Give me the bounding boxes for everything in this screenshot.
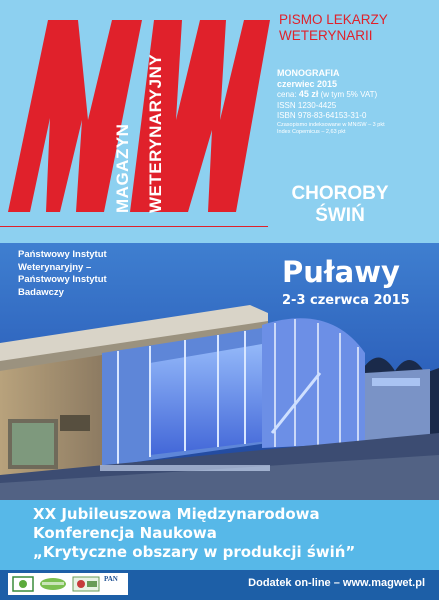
partner-logo-1-icon — [12, 576, 34, 592]
institute-line4: Badawczy — [18, 286, 64, 298]
partner-logo-2-icon — [38, 576, 68, 592]
monografia-label: MONOGRAFIA — [277, 68, 340, 78]
logo-vertical-magazyn: MAGAZYN — [113, 123, 132, 213]
price-label: cena: — [277, 90, 297, 99]
pan-logo: PAN — [104, 575, 118, 583]
tagline-line2: WETERYNARII — [279, 28, 373, 43]
institute-line1: Państwowy Instytut — [18, 249, 107, 260]
topic-line1: CHOROBY — [291, 183, 389, 204]
conference-line3: „Krytyczne obszary w produkcji świń” — [33, 543, 356, 561]
points-line1: Czasopismo indeksowane w MNiSW – 3 pkt — [277, 121, 385, 128]
issue-topic — [280, 183, 400, 227]
event-date: 2-3 czerwca 2015 — [282, 293, 410, 308]
tagline-line1: PISMO LEKARZY — [279, 12, 388, 27]
online-supplement-link[interactable]: Dodatek on-line – www.magwet.pl — [248, 577, 425, 589]
logo-vertical-weterynaryjny: WETERYNARYJNY — [146, 53, 165, 213]
price-note: (w tym 5% VAT) — [320, 90, 378, 99]
header-divider — [0, 226, 268, 227]
institute-line2: Weterynaryjny – — [18, 261, 92, 273]
conference-line2: Konferencja Naukowa — [33, 524, 217, 542]
issue-info — [277, 68, 385, 136]
issue-date: czerwiec 2015 — [277, 78, 338, 89]
isbn: ISBN 978-83-64153-31-0 — [277, 111, 367, 120]
points-line2: Index Copernicus – 2,63 pkt — [277, 128, 346, 135]
partner-logos — [8, 573, 128, 595]
issn: ISSN 1230-4425 — [277, 100, 337, 110]
price-value: 45 zł — [298, 89, 319, 99]
conference-title — [33, 505, 355, 562]
partner-logo-3-icon — [72, 576, 100, 592]
mw-logo — [0, 0, 270, 230]
publication-tagline — [279, 12, 388, 44]
city-title: Puławy — [282, 255, 400, 289]
topic-line2: ŚWIŃ — [315, 205, 365, 226]
conference-line1: XX Jubileuszowa Międzynarodowa — [33, 505, 320, 523]
price-line — [277, 89, 385, 101]
institute-name — [18, 249, 107, 299]
institute-line3: Państwowy Instytut — [18, 274, 107, 285]
